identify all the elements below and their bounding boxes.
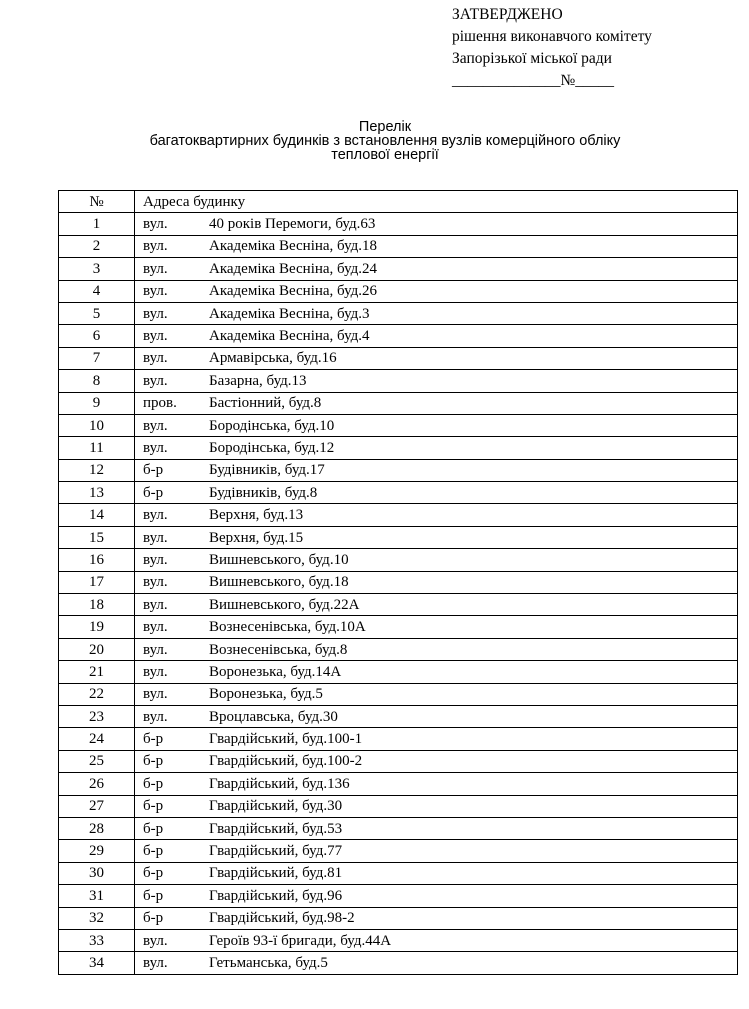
street-type: вул. bbox=[143, 283, 168, 300]
approval-heading: ЗАТВЕРДЖЕНО bbox=[452, 6, 563, 23]
title-line-3: теплової енергії bbox=[331, 147, 439, 163]
street-type: вул. bbox=[143, 932, 168, 949]
street-type: вул. bbox=[143, 663, 168, 680]
row-number: 21 bbox=[59, 661, 135, 683]
row-number: 10 bbox=[59, 414, 135, 436]
row-number: 24 bbox=[59, 728, 135, 750]
table-row bbox=[59, 795, 738, 817]
table-row bbox=[59, 750, 738, 772]
street-address: 40 років Перемоги, буд.63 bbox=[209, 216, 376, 233]
row-number: 12 bbox=[59, 459, 135, 481]
row-address bbox=[135, 594, 738, 616]
street-type: вул. bbox=[143, 551, 168, 568]
street-address: Вознесенівська, буд.10А bbox=[209, 619, 366, 636]
table-row bbox=[59, 773, 738, 795]
row-number: 4 bbox=[59, 280, 135, 302]
table-row bbox=[59, 302, 738, 324]
street-type: вул. bbox=[143, 574, 168, 591]
approval-decision-line: рішення виконавчого комітету bbox=[452, 28, 652, 45]
header-number: № bbox=[59, 191, 135, 213]
row-number: 31 bbox=[59, 885, 135, 907]
street-address: Гвардійський, буд.81 bbox=[209, 865, 343, 882]
street-type: вул. bbox=[143, 529, 168, 546]
table-row bbox=[59, 459, 738, 481]
table-row bbox=[59, 817, 738, 839]
approval-block bbox=[452, 4, 652, 92]
street-type: вул. bbox=[143, 708, 168, 725]
street-address: Академіка Весніна, буд.26 bbox=[209, 283, 378, 300]
street-address: Вроцлавська, буд.30 bbox=[209, 708, 338, 725]
approval-number-line: ______________№_____ bbox=[452, 72, 615, 89]
street-address: Гвардійський, буд.136 bbox=[209, 775, 350, 792]
row-number: 30 bbox=[59, 862, 135, 884]
street-type: вул. bbox=[143, 619, 168, 636]
row-number: 25 bbox=[59, 750, 135, 772]
row-number: 8 bbox=[59, 370, 135, 392]
street-address: Академіка Весніна, буд.4 bbox=[209, 328, 370, 345]
row-address bbox=[135, 817, 738, 839]
street-address: Гетьманська, буд.5 bbox=[209, 954, 328, 971]
table-row bbox=[59, 683, 738, 705]
table-row bbox=[59, 482, 738, 504]
street-type: вул. bbox=[143, 216, 168, 233]
row-address bbox=[135, 325, 738, 347]
row-number: 26 bbox=[59, 773, 135, 795]
table-row bbox=[59, 370, 738, 392]
row-address bbox=[135, 347, 738, 369]
street-type: вул. bbox=[143, 641, 168, 658]
table-row bbox=[59, 437, 738, 459]
street-address: Вишневського, буд.22А bbox=[209, 596, 360, 613]
table-row bbox=[59, 728, 738, 750]
row-number: 34 bbox=[59, 952, 135, 974]
table-row bbox=[59, 549, 738, 571]
street-type: вул. bbox=[143, 439, 168, 456]
street-address: Академіка Весніна, буд.24 bbox=[209, 260, 378, 277]
row-number: 7 bbox=[59, 347, 135, 369]
street-type: б-р bbox=[143, 910, 164, 927]
row-address bbox=[135, 929, 738, 951]
row-address bbox=[135, 638, 738, 660]
row-number: 23 bbox=[59, 705, 135, 727]
row-address bbox=[135, 280, 738, 302]
table-row bbox=[59, 907, 738, 929]
street-type: б-р bbox=[143, 820, 164, 837]
table-row bbox=[59, 414, 738, 436]
row-address bbox=[135, 616, 738, 638]
title-line-1: Перелік bbox=[358, 119, 412, 135]
row-address bbox=[135, 728, 738, 750]
row-address bbox=[135, 952, 738, 974]
row-address bbox=[135, 459, 738, 481]
table-row bbox=[59, 504, 738, 526]
street-type: вул. bbox=[143, 305, 168, 322]
street-address: Воронезька, буд.14А bbox=[209, 663, 342, 680]
street-type: вул. bbox=[143, 596, 168, 613]
street-type: вул. bbox=[143, 260, 168, 277]
street-type: вул. bbox=[143, 350, 168, 367]
row-address bbox=[135, 213, 738, 235]
row-address bbox=[135, 392, 738, 414]
street-address: Верхня, буд.13 bbox=[209, 507, 304, 524]
row-address bbox=[135, 482, 738, 504]
row-number: 5 bbox=[59, 302, 135, 324]
row-number: 18 bbox=[59, 594, 135, 616]
street-address: Вишневського, буд.10 bbox=[209, 551, 349, 568]
row-address bbox=[135, 862, 738, 884]
row-address bbox=[135, 907, 738, 929]
row-address bbox=[135, 437, 738, 459]
street-address: Гвардійський, буд.100-2 bbox=[209, 753, 363, 770]
street-type: вул. bbox=[143, 507, 168, 524]
street-type: б-р bbox=[143, 865, 164, 882]
street-address: Вознесенівська, буд.8 bbox=[209, 641, 348, 658]
row-number: 15 bbox=[59, 526, 135, 548]
street-type: вул. bbox=[143, 686, 168, 703]
row-address bbox=[135, 571, 738, 593]
row-address bbox=[135, 750, 738, 772]
title-line-2: багатоквартирних будинків з встановлення вузлів комерційного обліку bbox=[149, 133, 621, 149]
street-type: вул. bbox=[143, 328, 168, 345]
table-row bbox=[59, 235, 738, 257]
table-row bbox=[59, 661, 738, 683]
row-address bbox=[135, 370, 738, 392]
street-address: Базарна, буд.13 bbox=[209, 372, 307, 389]
street-type: б-р bbox=[143, 462, 164, 479]
street-address: Гвардійський, буд.77 bbox=[209, 843, 343, 860]
row-address bbox=[135, 795, 738, 817]
street-type: б-р bbox=[143, 843, 164, 860]
table-row bbox=[59, 638, 738, 660]
street-address: Бастіонний, буд.8 bbox=[209, 395, 322, 412]
row-address bbox=[135, 504, 738, 526]
street-type: вул. bbox=[143, 238, 168, 255]
header-address: Адреса будинку bbox=[135, 191, 738, 213]
table-row bbox=[59, 526, 738, 548]
row-number: 29 bbox=[59, 840, 135, 862]
table-row bbox=[59, 840, 738, 862]
row-number: 16 bbox=[59, 549, 135, 571]
row-number: 20 bbox=[59, 638, 135, 660]
table-row bbox=[59, 616, 738, 638]
street-address: Академіка Весніна, буд.18 bbox=[209, 238, 378, 255]
table-row bbox=[59, 347, 738, 369]
table-row bbox=[59, 862, 738, 884]
street-address: Академіка Весніна, буд.3 bbox=[209, 305, 370, 322]
street-address: Гвардійський, буд.98-2 bbox=[209, 910, 355, 927]
table-row bbox=[59, 392, 738, 414]
street-address: Гвардійський, буд.30 bbox=[209, 798, 343, 815]
row-number: 2 bbox=[59, 235, 135, 257]
approval-council-line: Запорізької міської ради bbox=[452, 50, 612, 67]
row-address bbox=[135, 773, 738, 795]
document-title bbox=[40, 120, 730, 162]
row-number: 14 bbox=[59, 504, 135, 526]
row-number: 22 bbox=[59, 683, 135, 705]
street-type: вул. bbox=[143, 372, 168, 389]
address-table bbox=[58, 190, 738, 975]
row-address bbox=[135, 414, 738, 436]
street-address: Героїв 93-ї бригади, буд.44А bbox=[209, 932, 392, 949]
row-address bbox=[135, 258, 738, 280]
row-number: 13 bbox=[59, 482, 135, 504]
street-address: Бородінська, буд.10 bbox=[209, 417, 335, 434]
table-row bbox=[59, 258, 738, 280]
table-row bbox=[59, 952, 738, 974]
row-address bbox=[135, 661, 738, 683]
street-address: Вишневського, буд.18 bbox=[209, 574, 349, 591]
table-row bbox=[59, 594, 738, 616]
row-address bbox=[135, 302, 738, 324]
row-number: 17 bbox=[59, 571, 135, 593]
street-address: Гвардійський, буд.53 bbox=[209, 820, 343, 837]
row-address bbox=[135, 549, 738, 571]
street-type: б-р bbox=[143, 731, 164, 748]
table-row bbox=[59, 705, 738, 727]
row-number: 3 bbox=[59, 258, 135, 280]
table-row bbox=[59, 929, 738, 951]
row-number: 9 bbox=[59, 392, 135, 414]
street-address: Будівників, буд.8 bbox=[209, 484, 318, 501]
table-row bbox=[59, 885, 738, 907]
street-type: б-р bbox=[143, 887, 164, 904]
street-type: вул. bbox=[143, 954, 168, 971]
table-row bbox=[59, 571, 738, 593]
table-row bbox=[59, 213, 738, 235]
table-row bbox=[59, 325, 738, 347]
street-address: Армавірська, буд.16 bbox=[209, 350, 337, 367]
street-address: Бородінська, буд.12 bbox=[209, 439, 335, 456]
row-number: 33 bbox=[59, 929, 135, 951]
row-address bbox=[135, 885, 738, 907]
row-address bbox=[135, 683, 738, 705]
row-number: 28 bbox=[59, 817, 135, 839]
street-type: вул. bbox=[143, 417, 168, 434]
street-address: Гвардійський, буд.100-1 bbox=[209, 731, 363, 748]
row-number: 11 bbox=[59, 437, 135, 459]
table-header-row bbox=[59, 191, 738, 213]
row-address bbox=[135, 235, 738, 257]
row-number: 6 bbox=[59, 325, 135, 347]
row-address bbox=[135, 840, 738, 862]
street-type: б-р bbox=[143, 775, 164, 792]
row-number: 19 bbox=[59, 616, 135, 638]
row-address bbox=[135, 526, 738, 548]
street-type: б-р bbox=[143, 484, 164, 501]
street-address: Верхня, буд.15 bbox=[209, 529, 304, 546]
street-type: пров. bbox=[143, 395, 177, 412]
street-address: Будівників, буд.17 bbox=[209, 462, 325, 479]
street-address: Воронезька, буд.5 bbox=[209, 686, 323, 703]
row-number: 27 bbox=[59, 795, 135, 817]
row-address bbox=[135, 705, 738, 727]
street-type: б-р bbox=[143, 753, 164, 770]
table-row bbox=[59, 280, 738, 302]
row-number: 32 bbox=[59, 907, 135, 929]
street-address: Гвардійський, буд.96 bbox=[209, 887, 343, 904]
row-number: 1 bbox=[59, 213, 135, 235]
street-type: б-р bbox=[143, 798, 164, 815]
